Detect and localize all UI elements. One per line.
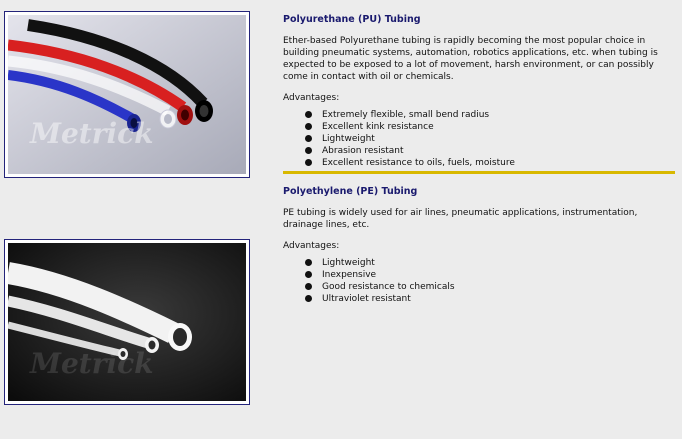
pe-advantages-list xyxy=(283,257,673,305)
pe-section xyxy=(283,186,673,305)
pu-image-watermark: Metrick xyxy=(30,117,154,150)
pe-title: Polyethylene (PE) Tubing xyxy=(283,186,418,197)
pu-title: Polyurethane (PU) Tubing xyxy=(283,14,421,25)
list-item: Good resistance to chemicals xyxy=(305,281,673,293)
pu-section xyxy=(283,14,673,169)
pu-advantages-list xyxy=(283,109,673,169)
pu-advantages-label: Advantages: xyxy=(283,93,340,103)
list-item: Abrasion resistant xyxy=(305,145,673,157)
list-item: Excellent resistance to oils, fuels, moisture xyxy=(305,157,673,169)
list-item: Ultraviolet resistant xyxy=(305,293,673,305)
pu-description: Ether-based Polyurethane tubing is rapidly becoming the most popular choice in building pneumatic systems, automation, robotics applications, etc. when tubing is expected to be exposed to a lot of movement, harsh environment, or can possibly come in contact with oil or chemicals. xyxy=(283,36,658,82)
pe-advantages-label: Advantages: xyxy=(283,241,340,251)
list-item: Extremely flexible, small bend radius xyxy=(305,109,673,121)
pe-tubing-image xyxy=(4,239,250,405)
pe-image-watermark: Metrick xyxy=(30,347,154,380)
pu-tubing-image xyxy=(4,11,250,178)
list-item: Inexpensive xyxy=(305,269,673,281)
list-item: Lightweight xyxy=(305,257,673,269)
list-item: Excellent kink resistance xyxy=(305,121,673,133)
pe-description: PE tubing is widely used for air lines, pneumatic applications, instrumentation, drainage lines, etc. xyxy=(283,208,638,230)
list-item: Lightweight xyxy=(305,133,673,145)
section-divider xyxy=(283,171,675,174)
